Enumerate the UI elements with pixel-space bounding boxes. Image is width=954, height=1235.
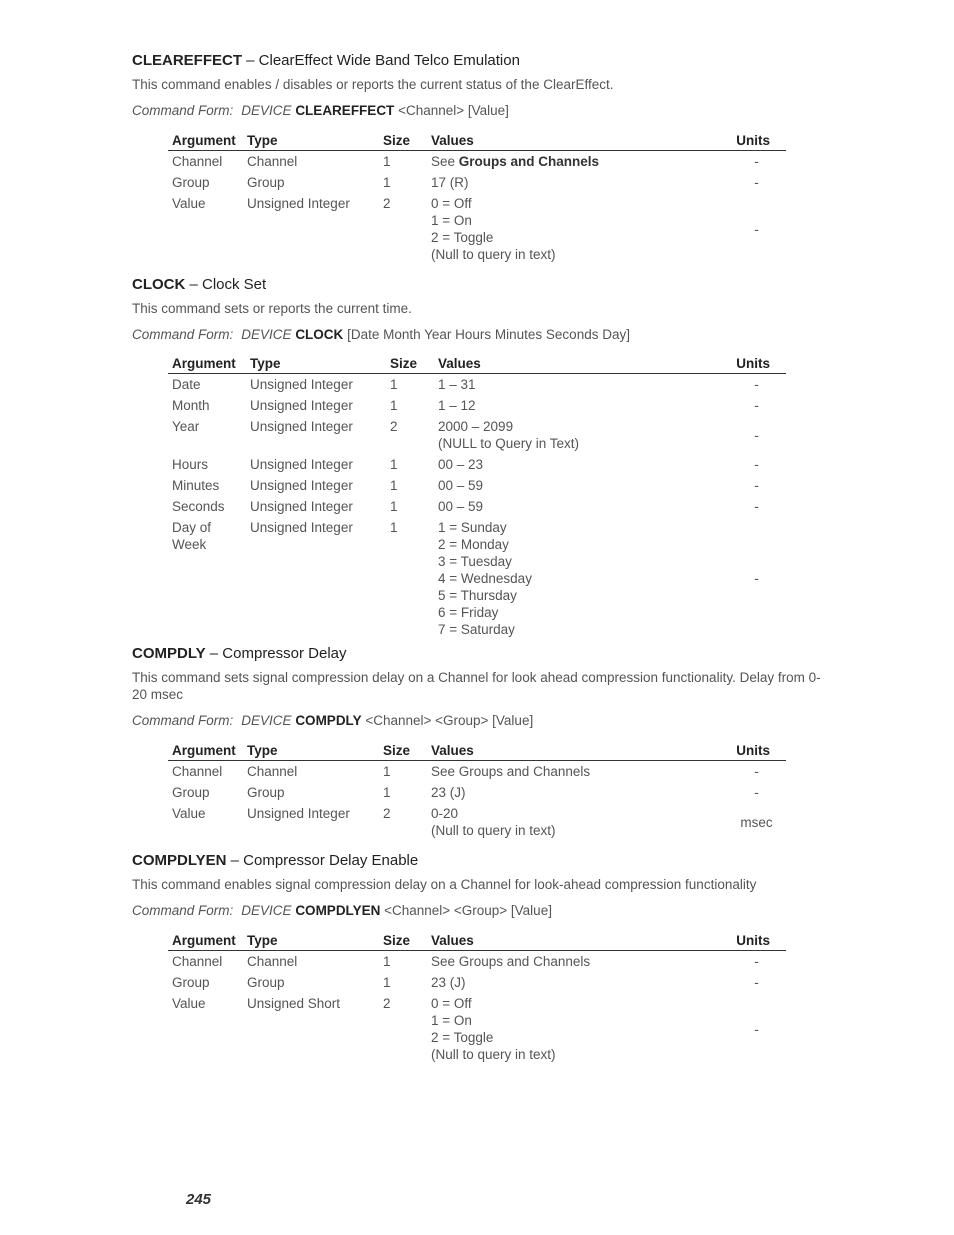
cell-type: Channel xyxy=(247,954,298,969)
value-line: 0 = Off xyxy=(431,196,472,211)
cell-values xyxy=(427,172,727,193)
table-row xyxy=(168,993,786,1065)
command-form-command: COMPDLYEN xyxy=(295,903,381,918)
cell-size: 1 xyxy=(383,764,391,779)
cell-type: Unsigned Integer xyxy=(247,196,350,211)
value-line: 1 – 31 xyxy=(438,377,476,392)
cell-argument: Channel xyxy=(172,154,223,169)
header-type: Type xyxy=(243,932,379,951)
section-description: This command sets signal compression delay on a Channel for look ahead compression functionality. Delay from 0-20 msec xyxy=(132,670,821,702)
value-line: 2 = Monday xyxy=(438,537,509,552)
cell-argument: Month xyxy=(172,398,210,413)
cell-values xyxy=(427,803,727,841)
command-form-args: <Channel> <Group> [Value] xyxy=(380,903,552,918)
section-cleareffect xyxy=(132,52,822,119)
cell-size: 1 xyxy=(390,377,398,392)
cell-argument: Day of Week xyxy=(172,520,212,552)
command-form-device: DEVICE xyxy=(241,713,292,728)
header-values: Values xyxy=(427,132,727,151)
command-form-command: COMPDLY xyxy=(295,713,362,728)
table-header-row xyxy=(168,355,786,374)
cell-size: 2 xyxy=(383,806,391,821)
value-line: 2 = Toggle xyxy=(431,230,494,245)
section-title xyxy=(132,852,822,870)
cell-size: 1 xyxy=(383,975,391,990)
cell-type: Unsigned Short xyxy=(247,996,341,1011)
cell-units: - xyxy=(754,499,759,514)
command-name: CLEAREFFECT xyxy=(132,52,242,69)
cell-values xyxy=(427,761,727,783)
cell-values xyxy=(427,972,727,993)
table-row xyxy=(168,517,786,640)
groups-and-channels-reference: Groups and Channels xyxy=(458,154,600,169)
command-form xyxy=(132,102,822,119)
header-size: Size xyxy=(386,355,434,374)
value-line: 5 = Thursday xyxy=(438,588,517,603)
cell-argument: Hours xyxy=(172,457,209,472)
cell-values xyxy=(427,782,727,803)
cell-size: 1 xyxy=(390,457,398,472)
command-form-device: DEVICE xyxy=(241,327,292,342)
cell-argument: Year xyxy=(172,419,200,434)
cell-units: - xyxy=(754,221,759,237)
table-header-row xyxy=(168,742,786,761)
cell-size: 1 xyxy=(390,520,398,535)
command-name: CLOCK xyxy=(132,276,186,293)
value-line: 23 (J) xyxy=(431,975,466,990)
command-name: COMPDLY xyxy=(132,645,206,662)
value-line: See Groups and Channels xyxy=(431,764,591,779)
header-argument: Argument xyxy=(168,742,243,761)
table-row xyxy=(168,193,786,265)
command-form-label: Command Form: xyxy=(132,903,234,918)
header-size: Size xyxy=(379,742,427,761)
section-description: This command enables signal compression delay on a Channel for look-ahead compression functionality xyxy=(132,877,757,892)
header-size: Size xyxy=(379,932,427,951)
argument-table-compdlyen xyxy=(168,932,786,1065)
value-line: 6 = Friday xyxy=(438,605,499,620)
cell-values xyxy=(427,993,727,1065)
value-line: (Null to query in text) xyxy=(431,823,556,838)
header-type: Type xyxy=(243,132,379,151)
section-title xyxy=(132,276,822,294)
table-row xyxy=(168,151,786,173)
cell-units: - xyxy=(754,457,759,472)
cell-size: 2 xyxy=(390,419,398,434)
header-units: Units xyxy=(727,932,786,951)
value-line: 7 = Saturday xyxy=(438,622,515,637)
command-form-args: <Channel> [Value] xyxy=(394,103,509,118)
command-form-device: DEVICE xyxy=(241,903,292,918)
table-row xyxy=(168,374,786,396)
cell-units: msec xyxy=(740,814,773,830)
header-argument: Argument xyxy=(168,355,246,374)
value-line: 00 – 59 xyxy=(438,478,484,493)
command-form-label: Command Form: xyxy=(132,103,234,118)
cell-size: 1 xyxy=(383,154,391,169)
cell-type: Unsigned Integer xyxy=(250,419,353,434)
cell-type: Group xyxy=(247,175,285,190)
cell-values xyxy=(427,193,727,265)
cell-type: Group xyxy=(247,975,285,990)
cell-type: Unsigned Integer xyxy=(250,520,353,535)
table-row xyxy=(168,416,786,454)
value-line: (NULL to Query in Text) xyxy=(438,436,580,451)
cell-size: 1 xyxy=(390,398,398,413)
value-line: 1 = On xyxy=(431,1013,472,1028)
argument-table-cleareffect xyxy=(168,132,786,265)
cell-units: - xyxy=(754,377,759,392)
command-form xyxy=(132,712,822,729)
cell-values xyxy=(427,151,727,173)
cell-argument: Channel xyxy=(172,764,223,779)
cell-type: Unsigned Integer xyxy=(250,377,353,392)
command-subtitle: – Compressor Delay xyxy=(205,645,347,662)
cell-type: Unsigned Integer xyxy=(250,499,353,514)
header-size: Size xyxy=(379,132,427,151)
table-row xyxy=(168,172,786,193)
table-header-row xyxy=(168,932,786,951)
header-units: Units xyxy=(727,132,786,151)
section-title xyxy=(132,52,822,70)
table-header-row xyxy=(168,132,786,151)
cell-units: - xyxy=(754,398,759,413)
command-form-args: [Date Month Year Hours Minutes Seconds Day] xyxy=(343,327,630,342)
header-type: Type xyxy=(246,355,386,374)
cell-type: Group xyxy=(247,785,285,800)
cell-type: Unsigned Integer xyxy=(247,806,350,821)
section-title xyxy=(132,645,822,663)
value-line: (Null to query in text) xyxy=(431,1047,556,1062)
cell-type: Channel xyxy=(247,764,298,779)
table-row xyxy=(168,454,786,475)
table-row xyxy=(168,395,786,416)
value-line: 00 – 23 xyxy=(438,457,484,472)
header-units: Units xyxy=(727,742,786,761)
cell-values xyxy=(434,475,727,496)
cell-values xyxy=(434,416,727,454)
table-row xyxy=(168,496,786,517)
section-description: This command enables / disables or reports the current status of the ClearEffect. xyxy=(132,77,614,92)
value-line: 1 = On xyxy=(431,213,472,228)
value-line: 2000 – 2099 xyxy=(438,419,514,434)
cell-size: 2 xyxy=(383,996,391,1011)
section-compdly xyxy=(132,645,822,729)
value-line: 0 = Off xyxy=(431,996,472,1011)
argument-table-clock xyxy=(168,355,786,640)
cell-values xyxy=(434,395,727,416)
cell-units: - xyxy=(754,478,759,493)
value-line: 0-20 xyxy=(431,806,459,821)
cell-values xyxy=(434,496,727,517)
value-line: 00 – 59 xyxy=(438,499,484,514)
table-row xyxy=(168,475,786,496)
header-type: Type xyxy=(243,742,379,761)
cell-units: - xyxy=(754,175,759,190)
value-line: 23 (J) xyxy=(431,785,466,800)
command-subtitle: – ClearEffect Wide Band Telco Emulation xyxy=(242,52,520,69)
cell-size: 1 xyxy=(383,175,391,190)
cell-argument: Group xyxy=(172,975,210,990)
cell-argument: Value xyxy=(172,196,206,211)
table-row xyxy=(168,951,786,973)
header-values: Values xyxy=(427,932,727,951)
cell-argument: Value xyxy=(172,996,206,1011)
table-row xyxy=(168,761,786,783)
value-line: 1 – 12 xyxy=(438,398,476,413)
cell-units: - xyxy=(754,764,759,779)
cell-size: 1 xyxy=(383,954,391,969)
header-values: Values xyxy=(434,355,727,374)
cell-values xyxy=(434,454,727,475)
value-line: 3 = Tuesday xyxy=(438,554,512,569)
value-line: See Groups and Channels xyxy=(431,954,591,969)
cell-size: 2 xyxy=(383,196,391,211)
command-form-label: Command Form: xyxy=(132,327,234,342)
cell-size: 1 xyxy=(390,499,398,514)
command-form-device: DEVICE xyxy=(241,103,292,118)
cell-units: - xyxy=(754,1021,759,1037)
section-description: This command sets or reports the current time. xyxy=(132,301,412,316)
cell-units: - xyxy=(754,785,759,800)
table-row xyxy=(168,803,786,841)
header-values: Values xyxy=(427,742,727,761)
cell-units: - xyxy=(754,975,759,990)
command-name: COMPDLYEN xyxy=(132,852,227,869)
cell-units: - xyxy=(754,954,759,969)
table-row xyxy=(168,972,786,993)
cell-values xyxy=(427,951,727,973)
command-form xyxy=(132,902,822,919)
header-units: Units xyxy=(727,355,786,374)
cell-argument: Minutes xyxy=(172,478,220,493)
cell-argument: Seconds xyxy=(172,499,225,514)
cell-values xyxy=(434,374,727,396)
cell-type: Unsigned Integer xyxy=(250,478,353,493)
cell-argument: Group xyxy=(172,175,210,190)
table-row xyxy=(168,782,786,803)
value-text: See xyxy=(431,154,459,169)
value-line: (Null to query in text) xyxy=(431,247,556,262)
cell-values xyxy=(434,517,727,640)
section-compdlyen xyxy=(132,852,822,919)
cell-type: Channel xyxy=(247,154,298,169)
command-form-command: CLEAREFFECT xyxy=(295,103,395,118)
cell-argument: Date xyxy=(172,377,201,392)
command-form-command: CLOCK xyxy=(295,327,344,342)
command-form-label: Command Form: xyxy=(132,713,234,728)
cell-size: 1 xyxy=(383,785,391,800)
page-number: 245 xyxy=(186,1191,212,1208)
command-subtitle: – Clock Set xyxy=(185,276,267,293)
cell-argument: Channel xyxy=(172,954,223,969)
cell-argument: Group xyxy=(172,785,210,800)
cell-argument: Value xyxy=(172,806,206,821)
cell-units: - xyxy=(754,427,759,443)
value-line: 17 (R) xyxy=(431,175,469,190)
argument-table-compdly xyxy=(168,742,786,841)
cell-units: - xyxy=(754,154,759,169)
cell-type: Unsigned Integer xyxy=(250,457,353,472)
cell-type: Unsigned Integer xyxy=(250,398,353,413)
value-line: 4 = Wednesday xyxy=(438,571,532,586)
cell-size: 1 xyxy=(390,478,398,493)
value-line: 1 = Sunday xyxy=(438,520,507,535)
command-form xyxy=(132,326,822,343)
command-subtitle: – Compressor Delay Enable xyxy=(226,852,419,869)
cell-units: - xyxy=(754,571,759,586)
section-clock xyxy=(132,276,822,343)
value-line: 2 = Toggle xyxy=(431,1030,494,1045)
header-argument: Argument xyxy=(168,132,243,151)
command-form-args: <Channel> <Group> [Value] xyxy=(361,713,534,728)
header-argument: Argument xyxy=(168,932,243,951)
